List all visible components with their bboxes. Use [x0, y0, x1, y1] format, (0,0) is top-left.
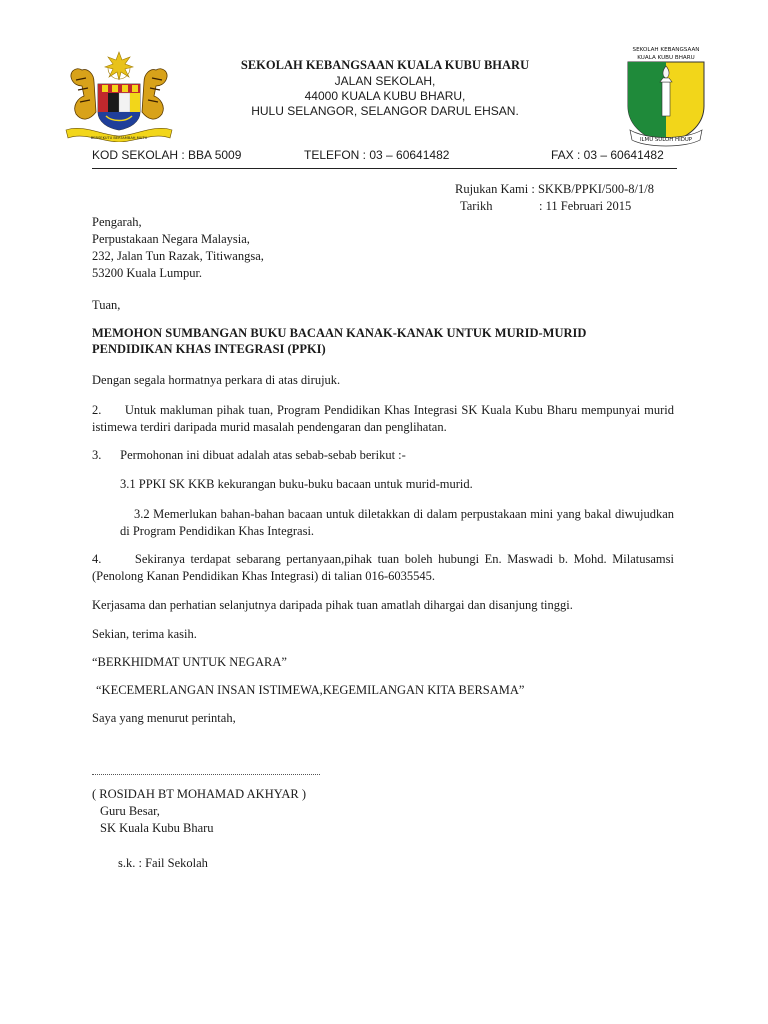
svg-text:SEKOLAH KEBANGSAAN: SEKOLAH KEBANGSAAN: [632, 47, 700, 53]
paragraph-2: 2. Untuk makluman pihak tuan, Program Pendidikan Khas Integrasi SK Kuala Kubu Bharu mempunyai murid istimewa terdiri daripada murid masalah pendengaran dan penglihatan.: [92, 403, 678, 434]
svg-text:BERSEKUTU BERTAMBAH MUTU: BERSEKUTU BERTAMBAH MUTU: [90, 136, 148, 140]
shield-icon: [628, 62, 704, 144]
closing: Sekian, terima kasih.: [92, 627, 197, 641]
date-value: : 11 Februari 2015: [539, 199, 632, 213]
recipient-line: 232, Jalan Tun Razak, Titiwangsa,: [92, 249, 264, 263]
fax: FAX : 03 – 60641482: [551, 148, 664, 162]
paragraph-5: Kerjasama dan perhatian selanjutnya daripada pihak tuan amatlah dihargai dan disanjung tinggi.: [92, 598, 573, 612]
school-badge-logo: [625, 42, 707, 154]
recipient-line: Pengarah,: [92, 215, 142, 229]
svg-text:KUALA KUBU BHARU: KUALA KUBU BHARU: [637, 55, 695, 61]
intro-paragraph: Dengan segala hormatnya perkara di atas dirujuk.: [92, 373, 341, 387]
right-tiger-icon: [142, 69, 167, 119]
signature-line: [92, 774, 320, 775]
subject-line-1: MEMOHON SUMBANGAN BUKU BACAAN KANAK-KANAK UNTUK MURID-MURID: [92, 326, 587, 340]
paragraph-3-2: 3.2 Memerlukan bahan-bahan bacaan untuk diletakkan di dalam perpustakaan mini yang bakal diwujudkan di Program Pendidikan Khas Integrasi.: [120, 507, 674, 538]
coat-of-arms-logo: [64, 50, 174, 142]
left-tiger-icon: [71, 69, 96, 119]
carbon-copy: s.k. : Fail Sekolah: [118, 856, 208, 870]
address-line-1: JALAN SEKOLAH,: [334, 74, 436, 88]
star-icon: [105, 52, 133, 80]
paragraph-4: 4. Sekiranya terdapat sebarang pertanyaan,pihak tuan boleh hubungi En. Maswadi b. Mohd. Milatusamsi (Penolong Kanan Pendidikan Khas Integrasi) di talian 016-6035545.: [92, 552, 678, 583]
header-divider: [92, 168, 677, 169]
address-line-3: HULU SELANGOR, SELANGOR DARUL EHSAN.: [251, 104, 519, 118]
salutation: Tuan,: [92, 298, 121, 312]
subject-line-2: PENDIDIKAN KHAS INTEGRASI (PPKI): [92, 342, 326, 356]
date-label: Tarikh: [460, 199, 493, 213]
svg-text:ILMU SULOH HIDUP: ILMU SULOH HIDUP: [639, 137, 693, 143]
reference-number: Rujukan Kami : SKKB/PPKI/500-8/1/8: [455, 182, 654, 196]
recipient-line: 53200 Kuala Lumpur.: [92, 266, 203, 280]
signatory-name: ( ROSIDAH BT MOHAMAD AKHYAR ): [92, 787, 307, 801]
signatory-title: Guru Besar,: [100, 804, 160, 818]
telephone: TELEFON : 03 – 60641482: [304, 148, 450, 162]
signatory-school: SK Kuala Kubu Bharu: [100, 821, 214, 835]
slogan-1: “BERKHIDMAT UNTUK NEGARA”: [92, 655, 287, 669]
slogan-2: “KECEMERLANGAN INSAN ISTIMEWA,KEGEMILANGAN KITA BERSAMA”: [96, 683, 525, 697]
school-name: SEKOLAH KEBANGSAAN KUALA KUBU BHARU: [240, 58, 530, 72]
shield-icon: [98, 84, 140, 130]
recipient-line: Perpustakaan Negara Malaysia,: [92, 232, 250, 246]
paragraph-3: 3. Permohonan ini dibuat adalah atas sebab-sebab berikut :-: [92, 448, 406, 462]
paragraph-3-1: 3.1 PPKI SK KKB kekurangan buku-buku bacaan untuk murid-murid.: [120, 477, 473, 491]
school-code: KOD SEKOLAH : BBA 5009: [92, 148, 242, 162]
sign-off: Saya yang menurut perintah,: [92, 711, 236, 725]
address-line-2: 44000 KUALA KUBU BHARU,: [304, 89, 466, 103]
